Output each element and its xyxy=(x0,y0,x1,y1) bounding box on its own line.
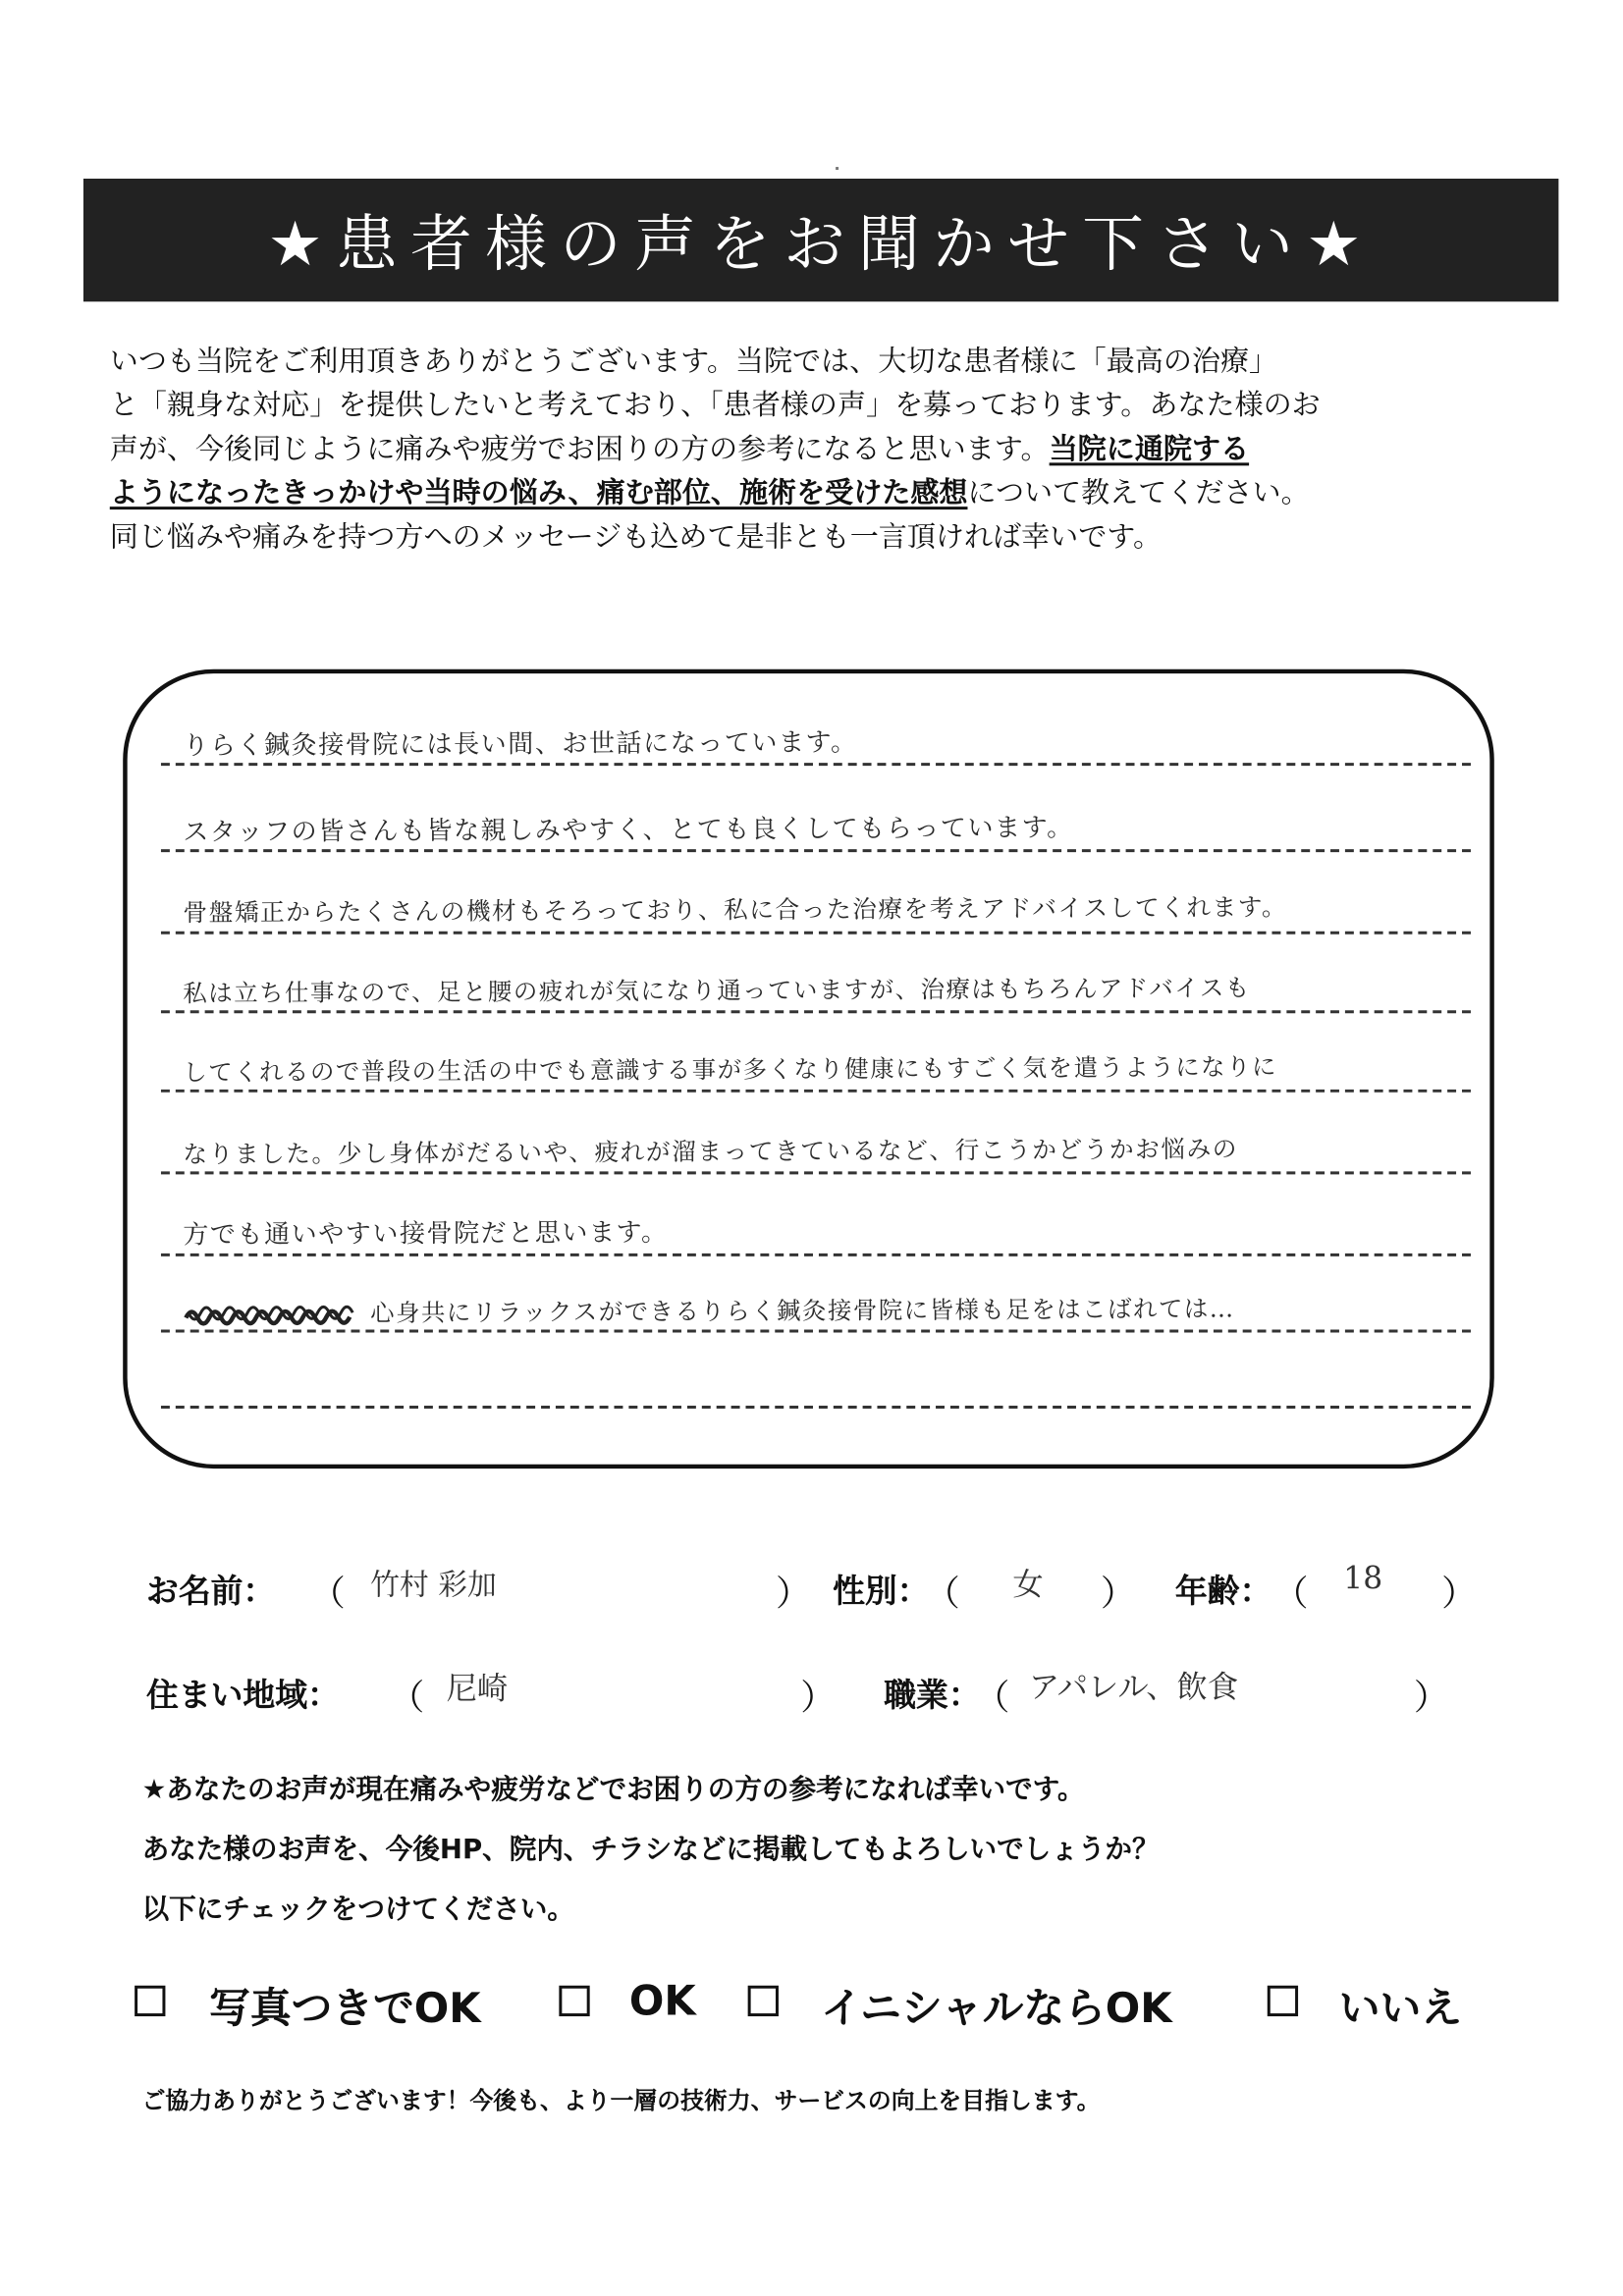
handwritten-text: 心身共にリラックスができるりらく鍼灸接骨院に皆様も足をはこばれては… xyxy=(370,1295,1235,1327)
writing-line xyxy=(161,932,1471,934)
option-ok-label: OK xyxy=(628,1976,696,2026)
age-value[interactable]: 18 xyxy=(1343,1561,1383,1596)
close-paren: ） xyxy=(1413,1676,1449,1718)
handwritten-line: 方でも通いやすい接骨院だと思います。 xyxy=(183,1218,669,1251)
handwritten-line xyxy=(183,1289,1235,1329)
writing-line xyxy=(161,1406,1471,1409)
name-value[interactable]: 竹村 彩加 xyxy=(370,1567,497,1602)
job-label: 職業： xyxy=(884,1678,981,1715)
scan-speck xyxy=(836,167,839,170)
age-label: 年齢： xyxy=(1174,1574,1272,1611)
checkbox-photo-ok[interactable] xyxy=(135,1986,165,2016)
open-paren: （ xyxy=(1272,1573,1309,1614)
close-paren: ） xyxy=(1100,1573,1136,1614)
open-paren: （ xyxy=(309,1573,346,1614)
intro-emphasis: 当院に通院する xyxy=(1049,432,1250,466)
writing-line xyxy=(161,1254,1471,1256)
writing-line xyxy=(161,1329,1471,1332)
close-paren: ） xyxy=(800,1676,837,1718)
note-line: あなた様のお声を、今後HP、院内、チラシなどに掲載してもよろしいでしょうか？ xyxy=(141,1835,1160,1866)
intro-line xyxy=(110,471,1559,515)
note-line: 以下にチェックをつけてください。 xyxy=(141,1895,574,1926)
close-paren: ） xyxy=(1441,1573,1477,1614)
region-label: 住まい地域： xyxy=(146,1678,340,1715)
region-value[interactable]: 尼崎 xyxy=(446,1671,509,1706)
banner-title: ★患者様の声をお聞かせ下さい★ xyxy=(83,179,1558,301)
intro-line: 同じ悩みや痛みを持つ方へのメッセージも込めて是非とも一言頂ければ幸いです。 xyxy=(109,519,1163,554)
handwritten-line: りらく鍼灸接骨院には長い間、お世話になっています。 xyxy=(183,728,858,762)
gender-label: 性別： xyxy=(833,1574,930,1611)
writing-line xyxy=(161,1090,1471,1093)
footer-message: ご協力ありがとうございます！今後も、より一層の技術力、サービスの向上を目指します。 xyxy=(141,2086,1101,2115)
handwritten-line: してくれるので普段の生活の中でも意識する事が多くなり健康にもすごく気を遣うようになりに xyxy=(183,1052,1277,1087)
intro-emphasis: ようになったきっかけや当時の悩み、痛む部位、施術を受けた感想 xyxy=(109,475,968,510)
intro-line: と「親身な対応」を提供したいと考えており、「患者様の声」を募っております。あなた様のお xyxy=(109,388,1321,422)
intro-line xyxy=(110,428,1559,472)
handwritten-line: 私は立ち仕事なので、足と腰の疲れが気になり通っていますが、治療はもちろんアドバイスも xyxy=(183,974,1251,1008)
option-initials-ok-label: イニシャルならOK xyxy=(821,1984,1172,2033)
gender-value[interactable]: 女 xyxy=(1012,1567,1044,1602)
note-line: ★あなたのお声が現在痛みや疲労などでお困りの方の参考になれば幸いです。 xyxy=(141,1774,1085,1806)
handwritten-line: スタッフの皆さんも皆な親しみやすく、とても良くしてもらっています。 xyxy=(183,814,1074,848)
name-label: お名前： xyxy=(146,1574,276,1611)
checkbox-no[interactable] xyxy=(1268,1986,1298,2016)
writing-line xyxy=(161,1171,1471,1174)
writing-line xyxy=(161,849,1471,852)
intro-paragraph xyxy=(110,340,1559,560)
option-photo-ok-label: 写真つきでOK xyxy=(209,1984,481,2033)
scribble-mark xyxy=(183,1303,355,1327)
open-paren: （ xyxy=(924,1573,960,1614)
job-value[interactable]: アパレル、飲食 xyxy=(1028,1669,1239,1705)
intro-text: について教えてください。 xyxy=(967,475,1310,510)
consent-options xyxy=(132,1976,1507,2033)
checkbox-ok[interactable] xyxy=(559,1986,589,2016)
intro-line: いつも当院をご利用頂きありがとうございます。当院では、大切な患者様に「最高の治療」 xyxy=(109,344,1278,378)
writing-line xyxy=(161,1010,1471,1013)
handwritten-line: 骨盤矯正からたくさんの機材もそろっており、私に合った治療を考えアドバイスしてくれます。 xyxy=(183,893,1288,928)
handwritten-line: なりました。少し身体がだるいや、疲れが溜まってきているなど、行こうかどうかお悩みの xyxy=(183,1135,1239,1169)
writing-line xyxy=(161,763,1471,766)
close-paren: ） xyxy=(775,1573,811,1614)
intro-text: 声が、今後同じように痛みや疲労でお困りの方の参考になると思います。 xyxy=(109,432,1050,466)
checkbox-initials-ok[interactable] xyxy=(748,1986,779,2016)
open-paren: （ xyxy=(974,1676,1010,1718)
option-no-label: いいえ xyxy=(1338,1984,1463,2033)
open-paren: （ xyxy=(389,1676,425,1718)
